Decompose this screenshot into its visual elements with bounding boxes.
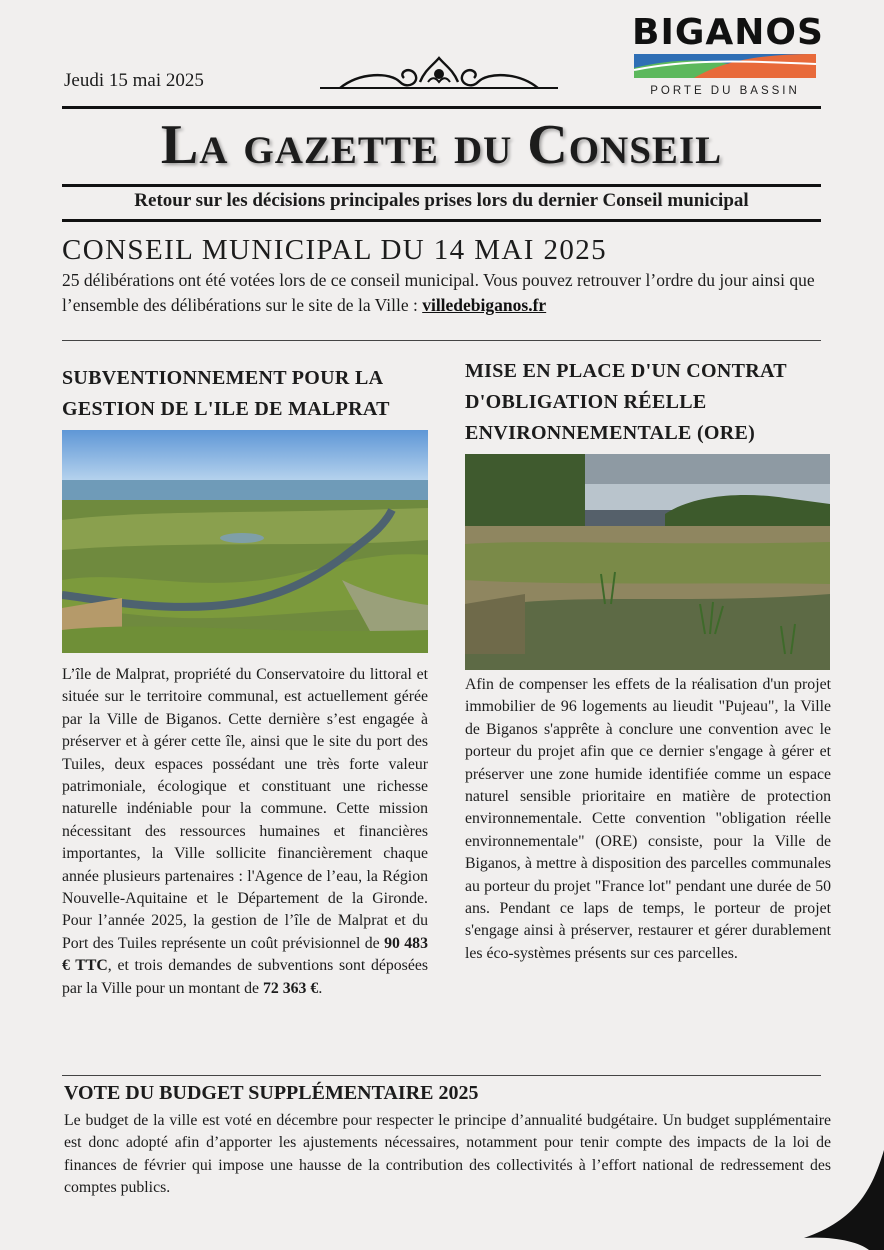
header-rule-mid [62,184,821,187]
conseil-heading: CONSEIL MUNICIPAL DU 14 MAI 2025 [62,234,608,266]
section-divider [62,340,821,341]
gazette-subtitle: Retour sur les décisions principales prises lors du dernier Conseil municipal [134,190,749,211]
biganos-logo [632,12,824,97]
article-left-heading: SUBVENTIONNEMENT POUR LA GESTION DE L'ILE DE MALPRAT [62,367,390,420]
article-left-text-1: L’île de Malprat, propriété du Conservatoire du littoral et située sur le territoire communal, est actuellement gérée par la Ville de Biganos. Cette dernière s’est engagée à préserver et à gérer cette île, ainsi que le site du port des Tuiles, deux espaces possédant une très forte valeur patrimoniale, écologique et constituant une richesse naturelle indéniable pour la commune. Cette mission nécessitant des ressources humaines et financières importantes, la Ville sollicite financièrement chaque année plusieurs partenaires : l'Agence de l’eau, la Région Nouvelle-Aquitaine et le Département de la Gironde. Pour l’année 2025, la gestion de l’île de Malprat et du Port des Tuiles représente un coût prévisionnel de [62,666,428,952]
budget-heading: VOTE DU BUDGET SUPPLÉMENTAIRE 2025 [64,1082,479,1104]
site-link[interactable]: villedebiganos.fr [422,295,547,315]
malprat-aerial-photo [62,430,428,653]
conseil-intro-text: 25 délibérations ont été votées lors de ce conseil municipal. Vous pouvez retrouver l’ordre du jour ainsi que l’ensemble des délibérations sur le site de la Ville : [62,270,815,315]
article-left-body [62,664,428,1000]
ornament-divider-icon [320,52,558,94]
article-left-text-2: , et trois demandes de subventions sont déposées par la Ville pour un montant de [62,957,428,997]
logo-band-graphic [634,54,816,78]
gazette-title-prefix: La gazette du [160,114,528,176]
article-left-amount-subsidy: 72 363 € [263,979,319,997]
budget-body: Le budget de la ville est voté en décembre pour respecter le principe d’annualité budgétaire. Un budget supplémentaire est donc adopté afin d’apporter les ajustements nécessaires, notamment pour tenir compte des impacts de la loi de finances de février qui impose une hausse de la contribution des collectivités à l’effort national de redressement des comptes publics. [64,1112,831,1197]
article-left-text-3: . [318,979,323,997]
gazette-title-suffix: Conseil [527,114,723,176]
logo-tagline: PORTE DU BASSIN [650,85,800,97]
gazette-title [62,112,821,178]
header-rule-top [62,106,821,109]
wetland-photo [465,454,830,670]
page-curl-icon [764,1150,884,1250]
issue-date: Jeudi 15 mai 2025 [64,70,204,91]
budget-divider [62,1075,821,1076]
logo-wordmark: BIGANOS [632,12,824,53]
article-right-body: Afin de compenser les effets de la réalisation d'un projet immobilier de 96 logements au lieudit "Pujeau", la Ville de Biganos s'apprête à conclure une convention avec le porteur du projet afin que ce dernier s'engage à gérer et préserver une zone humide identifiée comme un espace naturel sensible prioritaire en matière de protection environnementale. Cette convention "obligation réelle environnementale" (ORE) consiste, pour la Ville de Biganos, à mettre à disposition des parcelles communales au porteur du projet "France lot" pendant une durée de 50 ans. Pendant ce laps de temps, le porteur de projet s'engage ainsi à préserver, restaurer et gérer durablement les éco-systèmes présents sur ces parcelles. [465,676,831,962]
header-rule-bottom [62,219,821,222]
article-right-heading: MISE EN PLACE D'UN CONTRAT D'OBLIGATION RÉELLE ENVIRONNEMENTALE (ORE) [465,360,787,444]
conseil-intro [62,268,822,318]
article-left-amount-cost: 90 483 € TTC [62,934,428,975]
